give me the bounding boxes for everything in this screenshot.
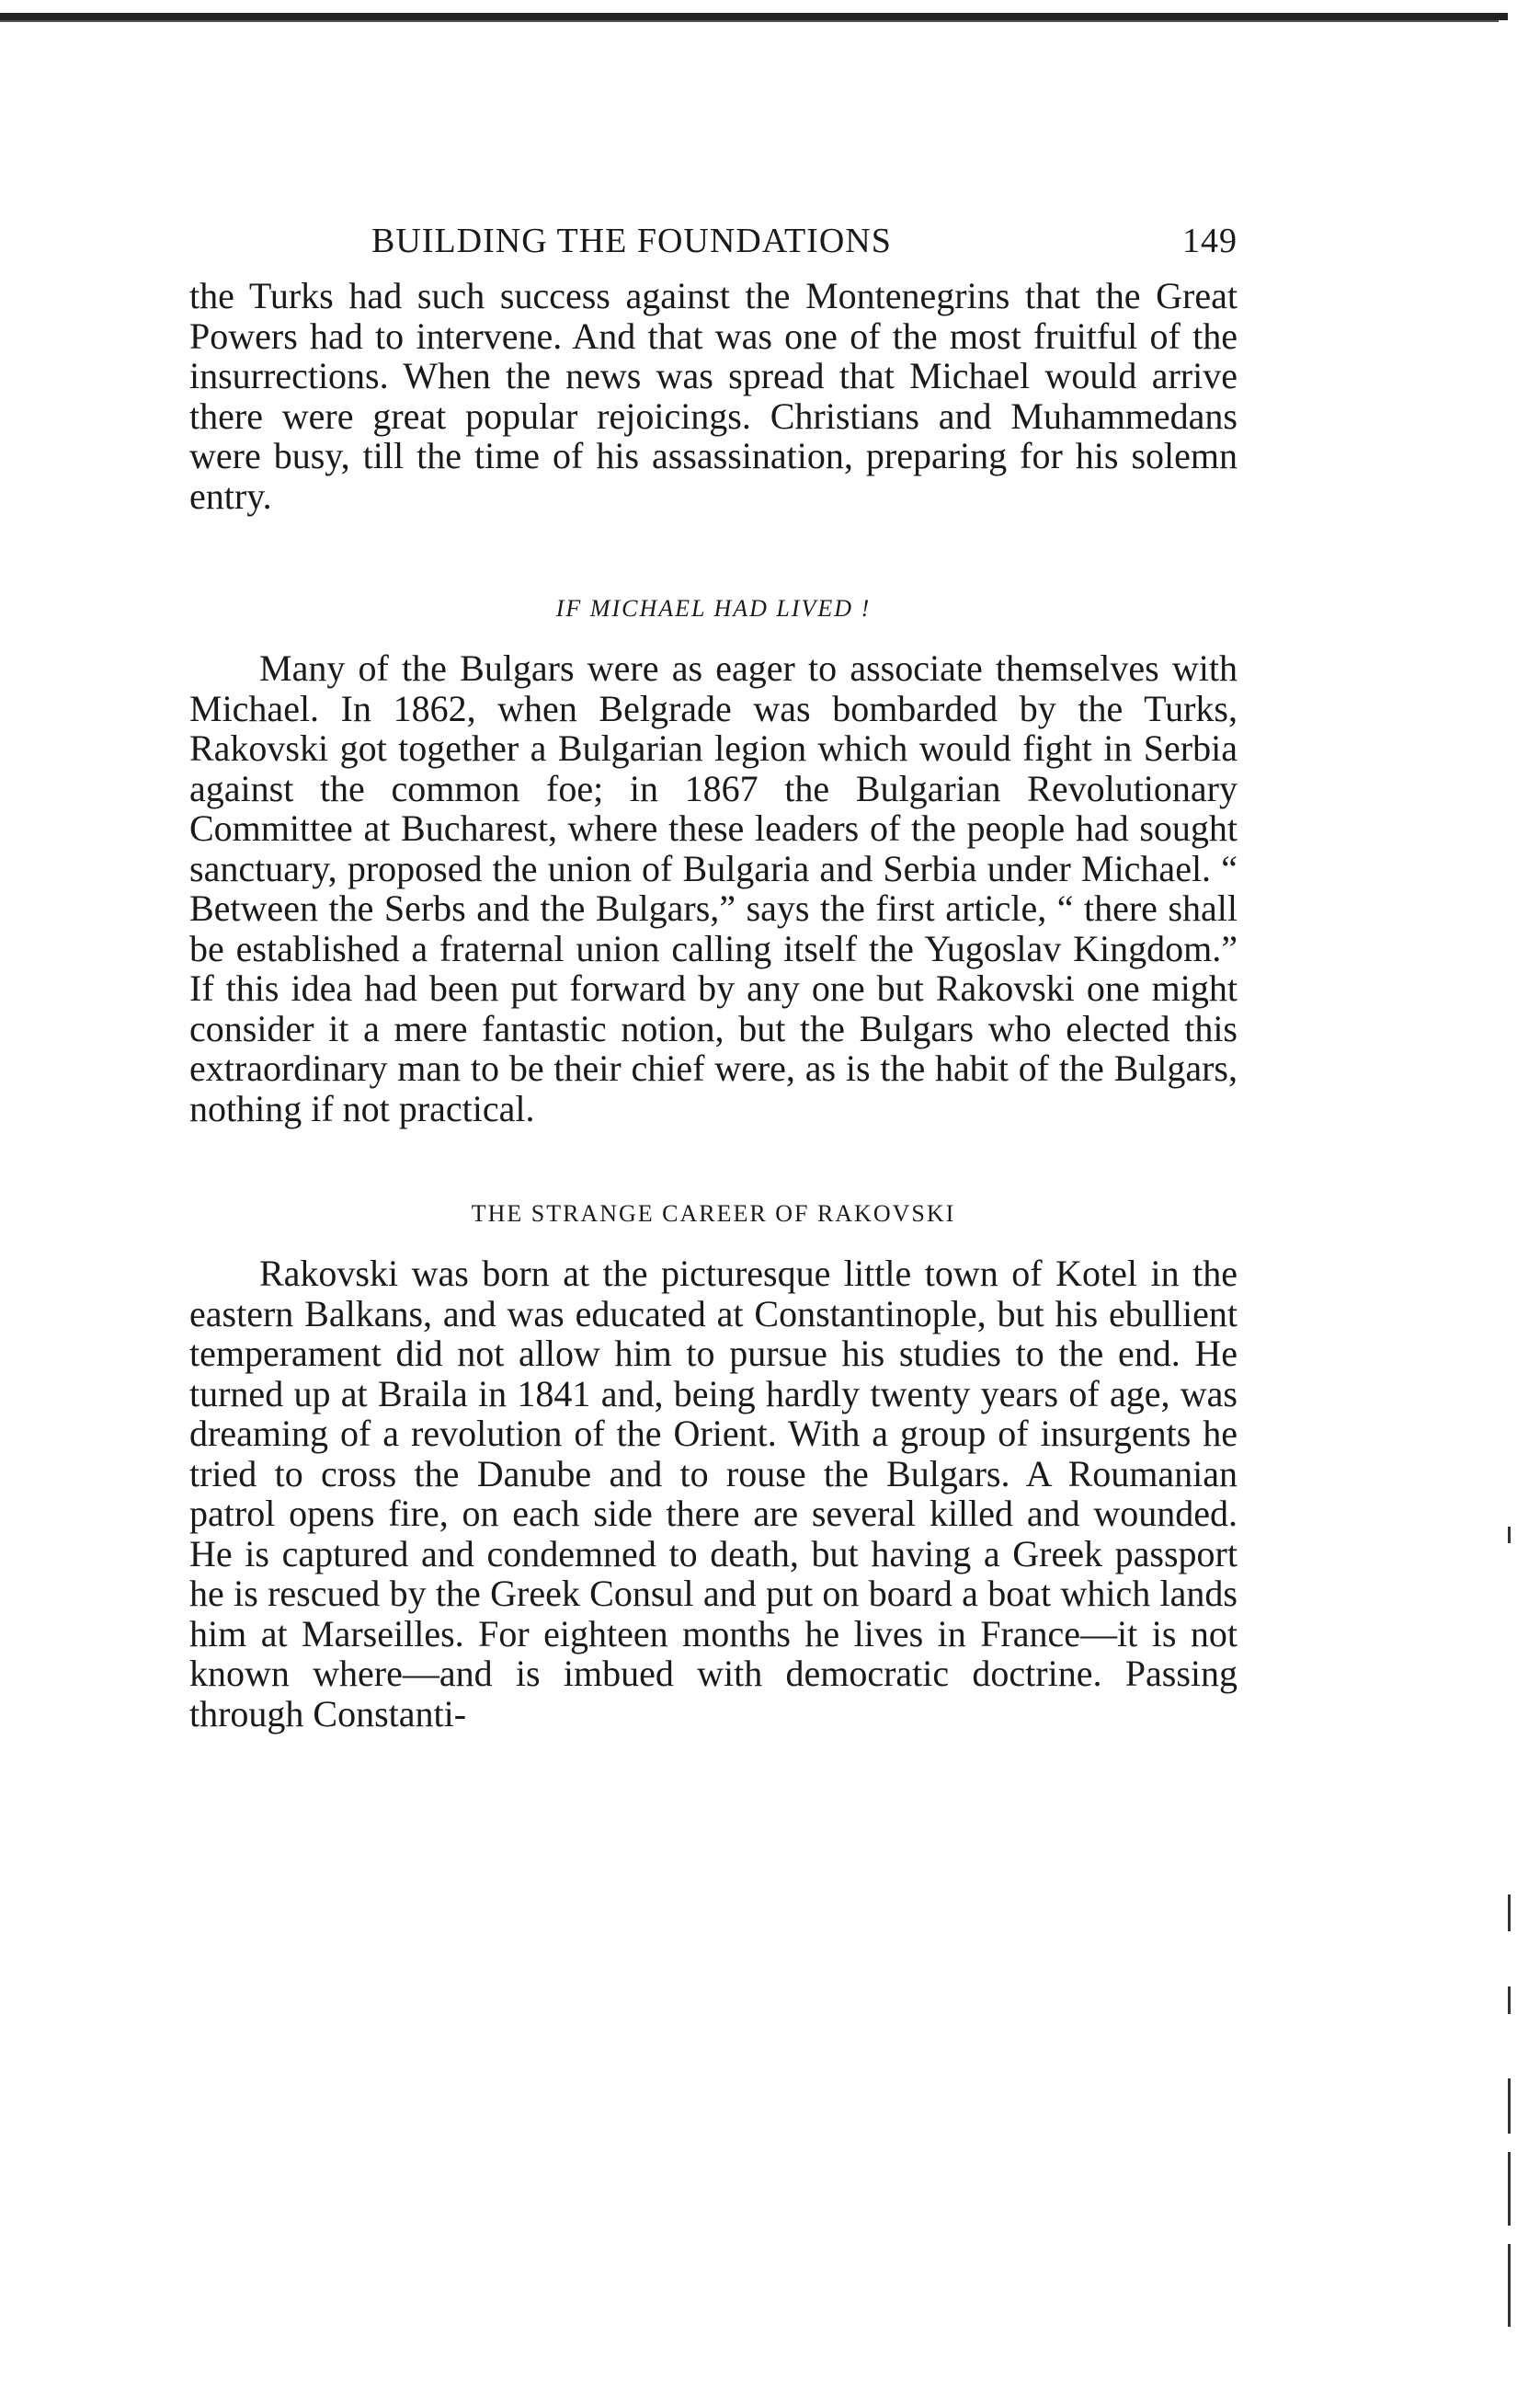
- running-head: [189, 221, 1238, 272]
- section-heading-strange-career: THE STRANGE CAREER OF RAKOVSKI: [471, 1200, 956, 1227]
- paragraph-rakovski-career: Rakovski was born at the picturesque little town of Kotel in the eastern Balkans, and was educated at Constantinople, but his ebullient temperament did not allow him to pursue his studies to the end. He turned up at Braila in 1841 and, being hardly twenty years of age, was dreaming of a revolution of the Orient. With a group of insurgents he tried to cross the Danube and to rouse the Bulgars. A Roumanian patrol opens fire, on each side there are several killed and wounded. He is captured and condemned to death, but having a Greek passport he is rescued by the Greek Consul and put on board a boat which lands him at Marseilles. For eighteen months he lives in France—it is not known where—and is imbued with democratic doctrine. Passing through Constanti-: [189, 1253, 1238, 1734]
- page-number: 149: [1182, 222, 1238, 260]
- margin-scan-marks: [1508, 1490, 1513, 2336]
- paragraph-bulgars-and-michael: Many of the Bulgars were as eager to associate themselves with Michael. In 1862, when Belgrade was bombarded by the Turks, Rakovski got together a Bulgarian legion which would fight in Serbia against the common foe; in 1867 the Bulgarian Revolutionary Committee at Bucharest, where these leaders of the people had sought sanctuary, proposed the union of Bulgaria and Serbia under Michael. “ Between the Serbs and the Bulgars,” says the first article, “ there shall be established a fraternal union calling itself the Yugoslav Kingdom.” If this idea had been put forward by any one but Rakovski one might consider it a mere fantastic notion, but the Bulgars who elected this extraordinary man to be their chief were, as is the habit of the Bulgars, nothing if not practical.: [189, 647, 1238, 1129]
- top-edge-rule-thin: [0, 20, 1499, 22]
- book-page: [189, 221, 1238, 1734]
- top-edge-rule: [0, 13, 1508, 20]
- section-heading-if-michael-had-lived: IF MICHAEL HAD LIVED !: [555, 595, 872, 622]
- running-head-title: BUILDING THE FOUNDATIONS: [371, 222, 892, 260]
- paragraph-continued: the Turks had such success against the Montenegrins that the Great Powers had to intervene. And that was one of the most fruitful of the insurrections. When the news was spread that Michael would arrive there were great popular rejoicings. Christians and Muhammedans were busy, till the time of his assassination, preparing for his solemn entry.: [189, 275, 1238, 517]
